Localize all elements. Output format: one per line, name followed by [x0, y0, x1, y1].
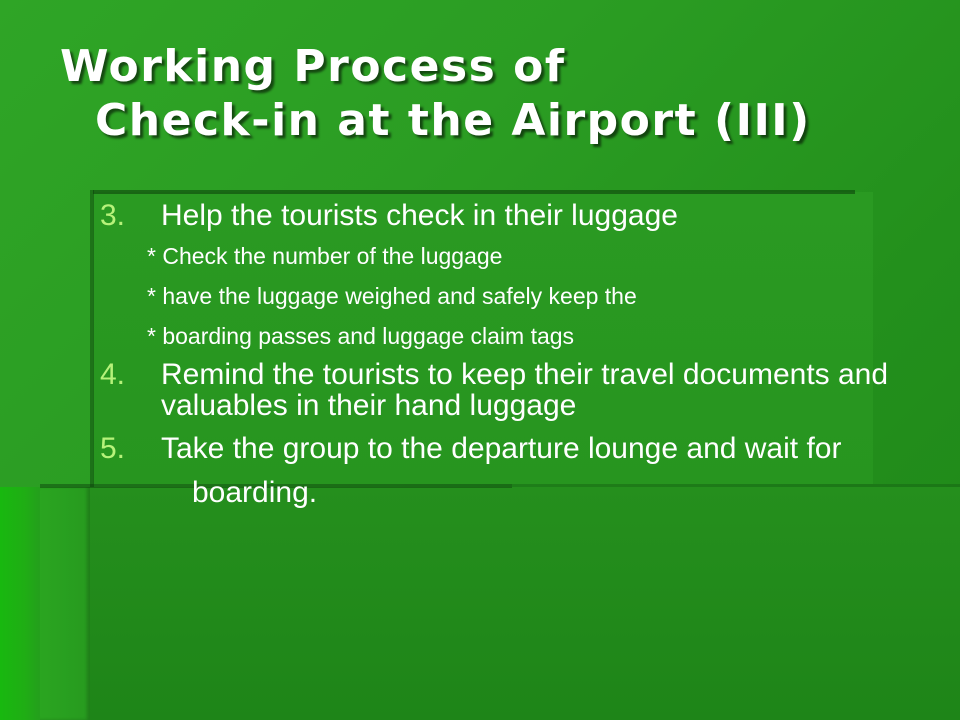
sub-item-boarding-passes: * boarding passes and luggage claim tags: [147, 323, 575, 349]
list-item-number: 4.: [100, 358, 126, 391]
sub-item-weigh-luggage: * have the luggage weighed and safely keep the: [147, 283, 637, 309]
list-item-4: [100, 359, 900, 421]
decorative-band-left-inner: [40, 487, 90, 720]
slide-title-line-1: Working Process of: [60, 41, 566, 92]
list-item-number: 5.: [100, 432, 126, 465]
sub-item-check-number: * Check the number of the luggage: [147, 243, 503, 269]
list-item-text: Help the tourists check in their luggage: [161, 199, 678, 232]
list-item-number: 3.: [100, 199, 126, 232]
list-item-5: [100, 433, 900, 464]
list-item-text: Remind the tourists to keep their travel documents and valuables in their hand luggage: [161, 358, 889, 422]
list-item-3: [100, 200, 900, 231]
decorative-edge-left: [90, 190, 94, 487]
list-item-text: Take the group to the departure lounge and wait for: [161, 432, 842, 465]
slide-body: [100, 200, 900, 508]
decorative-band-left: [0, 487, 40, 720]
decorative-edge-top: [93, 190, 855, 194]
decorative-panel-bottom: [90, 487, 960, 720]
slide-title-line-2: Check-in at the Airport (III): [95, 95, 811, 146]
list-item-continuation: boarding.: [192, 476, 318, 509]
slide-title: [60, 40, 811, 148]
